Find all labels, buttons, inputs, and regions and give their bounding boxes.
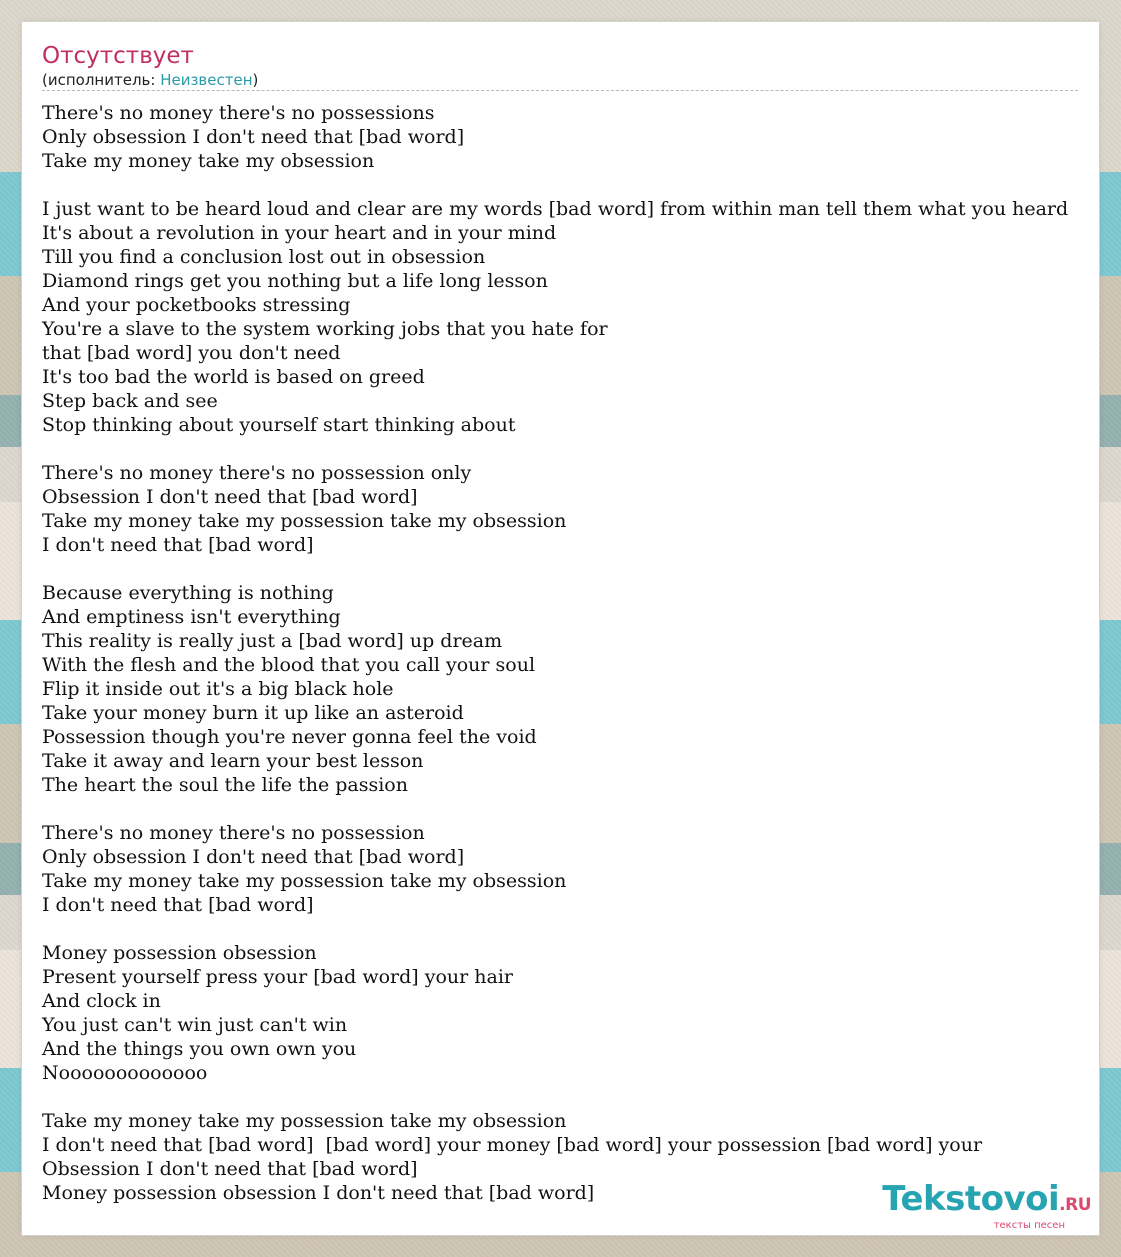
lyrics-card (22, 22, 1099, 1235)
site-logo[interactable] (882, 1179, 1091, 1231)
logo-tld: .RU (1059, 1195, 1091, 1215)
artist-line (42, 71, 258, 89)
logo-wordmark (882, 1179, 1091, 1222)
artist-prefix: (исполнитель: (42, 71, 161, 89)
logo-name: Tekstovoi (882, 1179, 1060, 1219)
artist-link[interactable]: Неизвестен (160, 71, 253, 89)
logo-tagline: тексты песен (993, 1220, 1065, 1231)
lyrics-text: There's no money there's no possessions Only obsession I don't need that [bad word] Take my money take my obsession I just want to be heard loud and clear are my words [bad word] from within man tell them what you heard It's about a revolution in your heart and in your mind Till you find a conclusion lost out in obsession Diamond rings get you nothing but a life long lesson And your pocketbooks stressing You're a slave to the system working jobs that you hate for that [bad word] you don't need It's too bad the world is based on greed Step back and see Stop thinking about yourself start thinking about There's no money there's no possession only Obsession I don't need that [bad word] Take my money take my possession take my obsession I don't need that [bad word] Because everything is nothing And emptiness isn't everything This reality is really just a [bad word] up dream With the flesh and the blood that you call your soul Flip it inside out it's a big black hole Take your money burn it up like an asteroid Possession though you're never gonna feel the void Take it away and learn your best lesson The heart the soul the life the passion There's no money there's no possession Only obsession I don't need that [bad word] Take my money take my possession take my obsession I don't need that [bad word] Money possession obsession Present yourself press your [bad word] your hair And clock in You just can't win just can't win And the things you own own you Nooooooooooooo Take my money take my possession take my obsession I don't need that [bad word] [bad word] your money [bad word] your possession [bad word] your Obsession I don't need that [bad word] Money possession obsession I don't need that [bad word] (42, 102, 1069, 1204)
artist-suffix: ) (252, 71, 259, 89)
song-title: Отсутствует (42, 43, 194, 69)
title-divider (42, 90, 1078, 91)
